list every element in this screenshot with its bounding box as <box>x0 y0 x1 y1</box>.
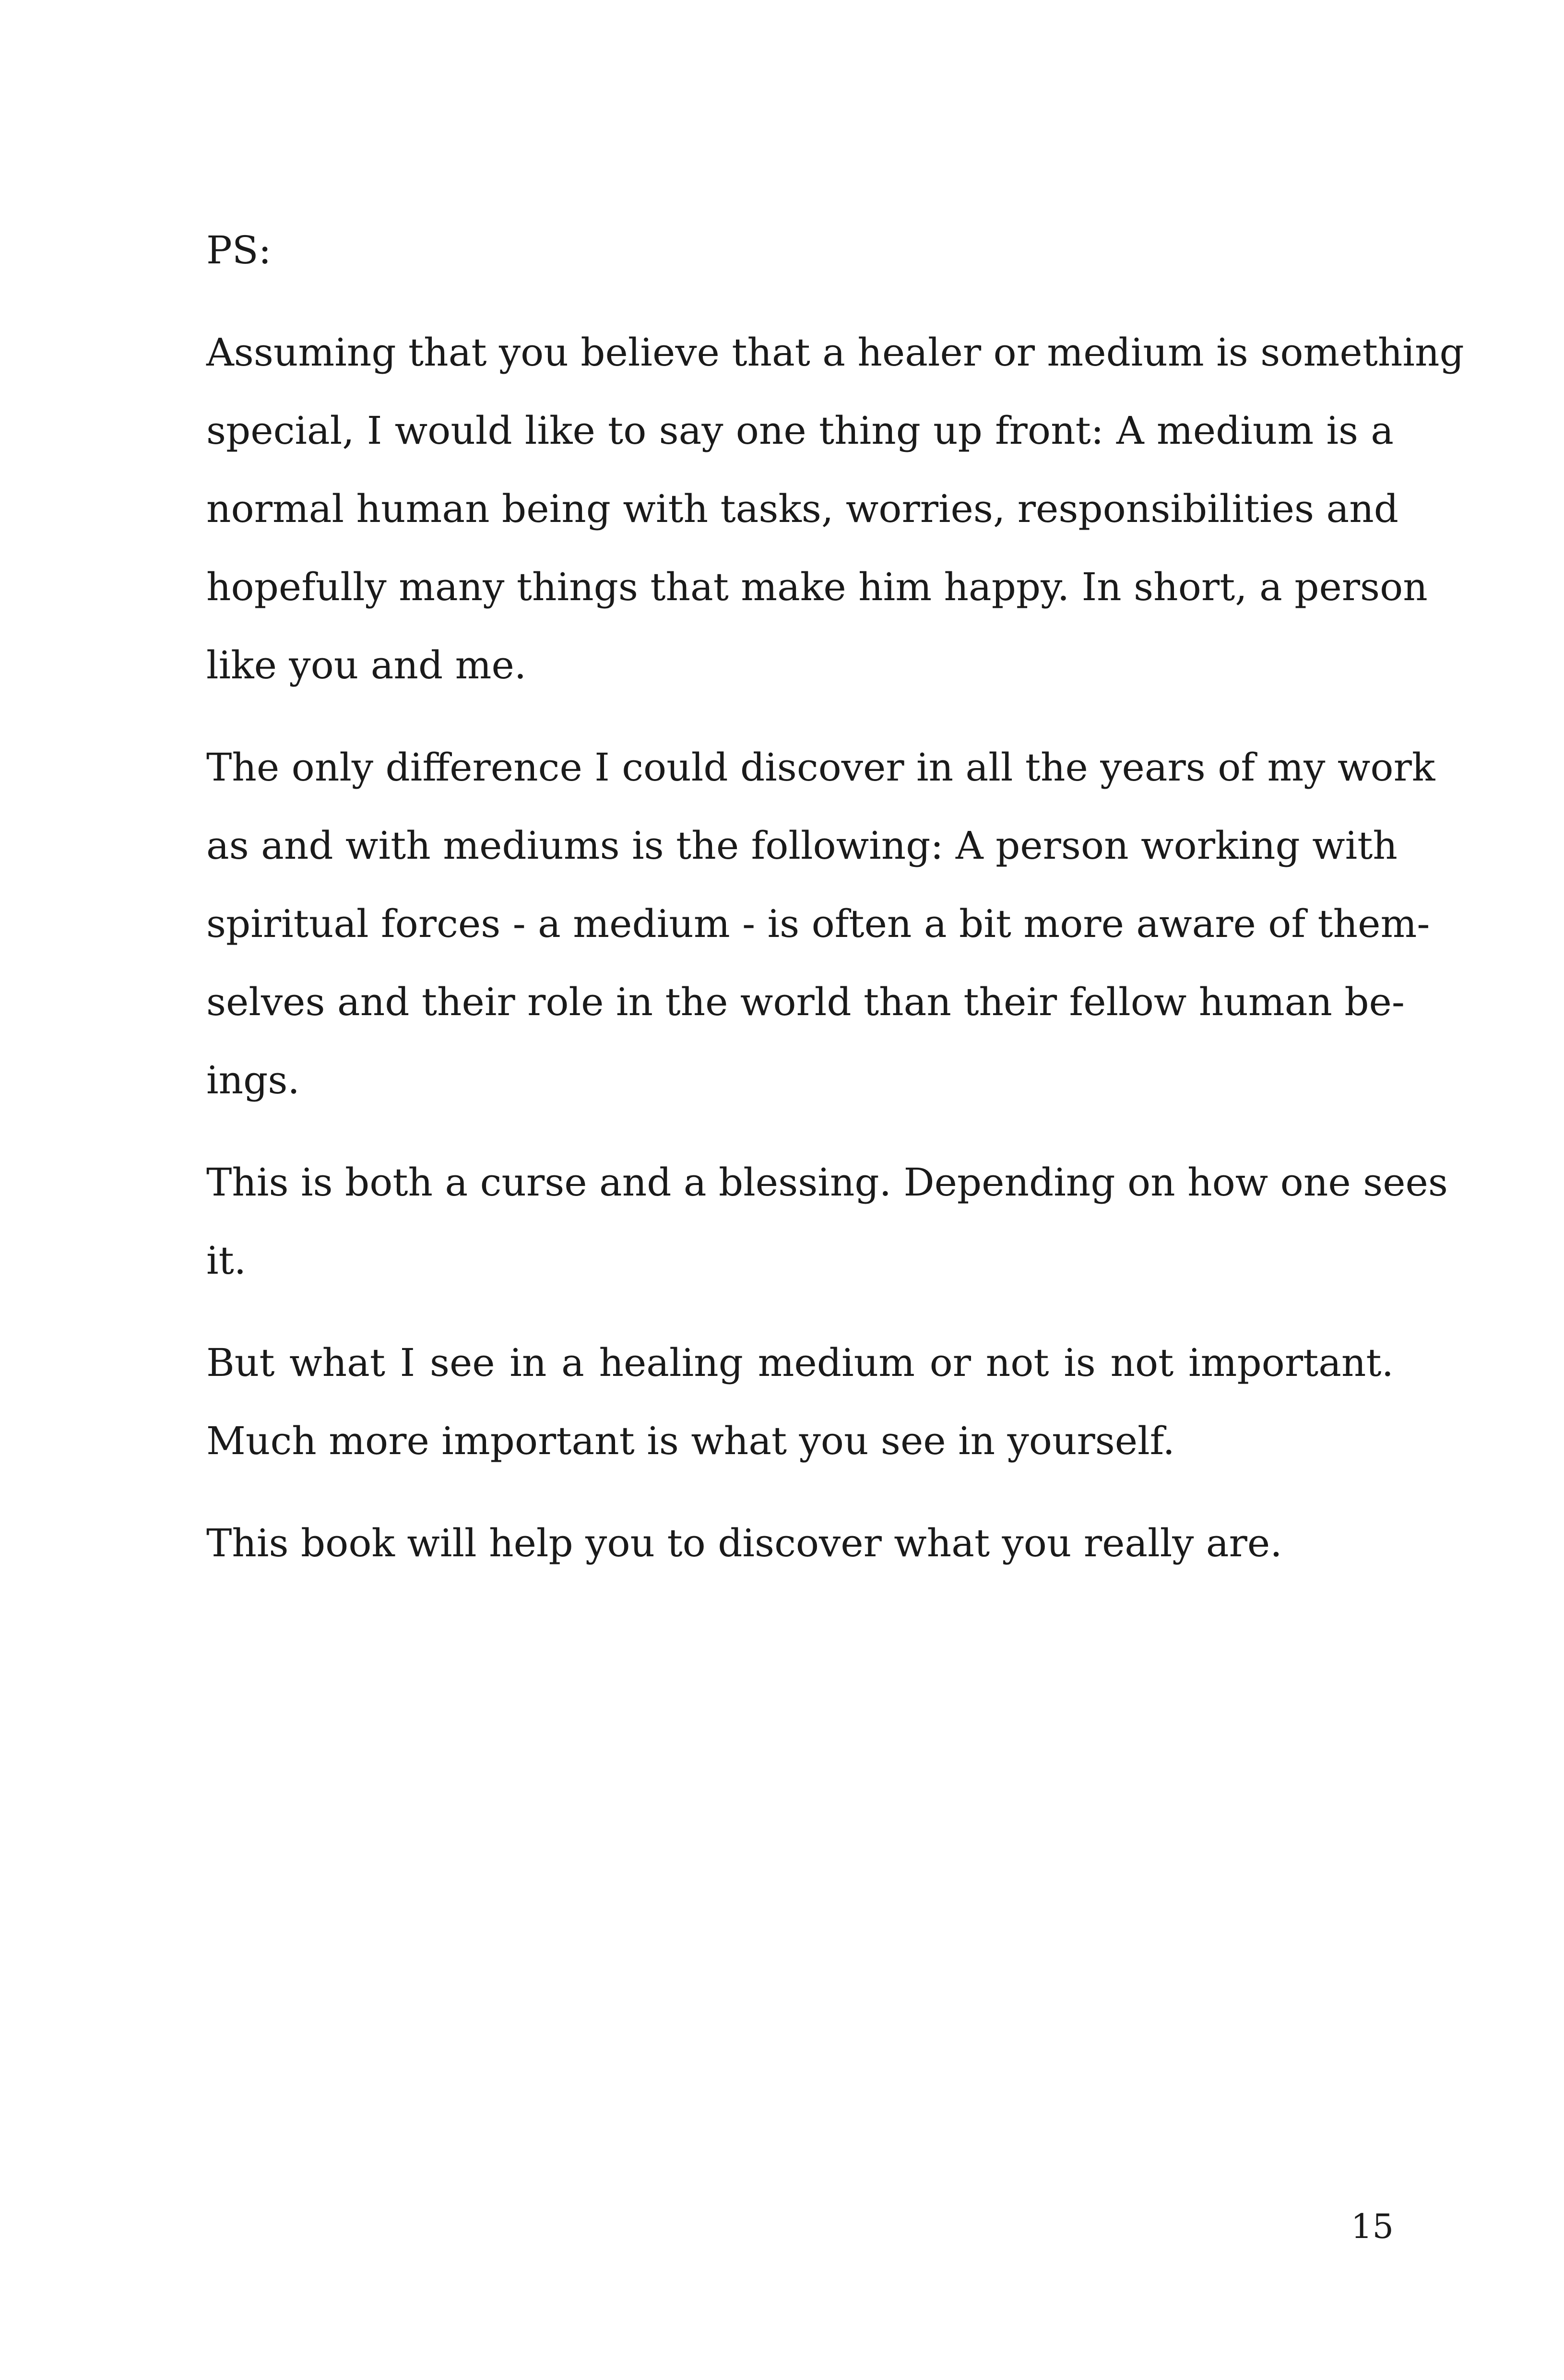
text-line: it. <box>206 1238 247 1283</box>
page-number: 15 <box>1351 2207 1394 2246</box>
text-line: like you and me. <box>206 643 527 687</box>
text-line: Much more important is what you see in yourself. <box>206 1419 1175 1463</box>
text-line: special, I would like to say one thing up front: A medium is a <box>206 408 1394 453</box>
text-line: But what I see in a healing medium or not is not important. <box>206 1340 1394 1385</box>
paragraph-1 <box>206 313 1464 704</box>
text-line: This is both a curse and a blessing. Depending on how one sees <box>206 1160 1448 1205</box>
paragraph-4 <box>206 1324 1394 1480</box>
body-text <box>206 211 1464 1606</box>
paragraph-3 <box>206 1143 1448 1300</box>
text-line: as and with mediums is the following: A person working with <box>206 823 1398 868</box>
text-line: ings. <box>206 1058 300 1102</box>
ps-heading <box>206 211 1394 289</box>
text-line: PS: <box>206 228 272 272</box>
text-line: normal human being with tasks, worries, responsibilities and <box>206 486 1398 531</box>
paragraph-5 <box>206 1504 1394 1582</box>
text-line: The only difference I could discover in all the years of my work <box>206 745 1435 790</box>
text-line: hopefully many things that make him happy. In short, a person <box>206 565 1428 609</box>
text-line: Assuming that you believe that a healer or medium is something <box>206 330 1464 375</box>
text-line: spiritual forces - a medium - is often a bit more aware of them- <box>206 901 1430 946</box>
text-line: selves and their role in the world than their fellow human be- <box>206 980 1405 1024</box>
paragraph-2 <box>206 728 1435 1119</box>
text-line: This book will help you to discover what you really are. <box>206 1521 1282 1565</box>
